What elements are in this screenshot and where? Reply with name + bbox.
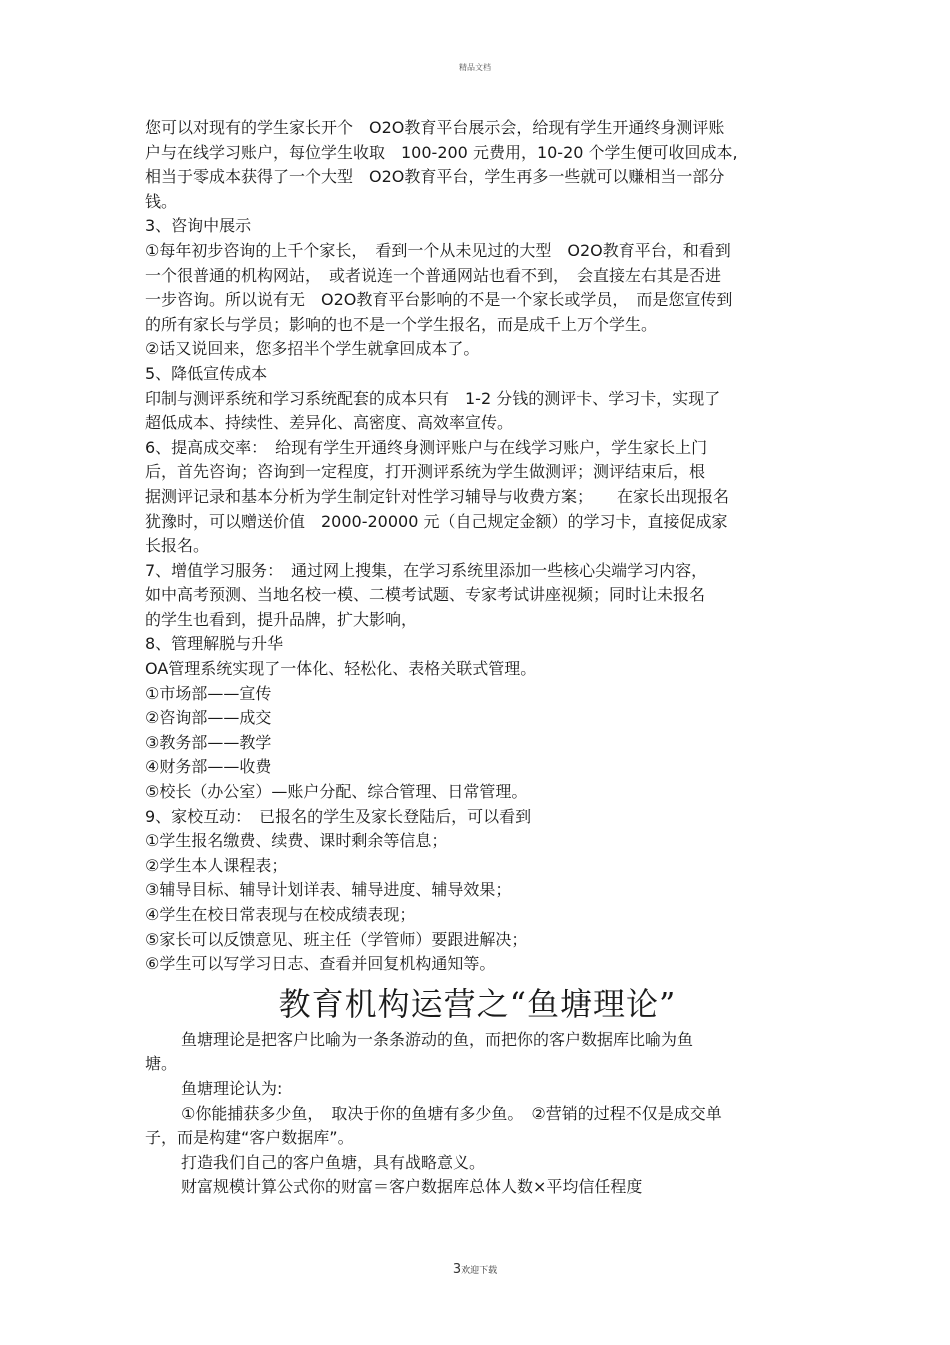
- text-line: 一步咨询。所以说有无 O2O教育平台影响的不是一个家长或学员， 而是您宣传到: [145, 290, 733, 310]
- text-line: 的学生也看到，提升品牌，扩大影响，: [145, 609, 418, 629]
- text-line: 钱。: [145, 191, 178, 211]
- list-item: ②学生本人课程表；: [145, 855, 288, 875]
- text-line: 犹豫时，可以赠送价值 2000-20000 元（自己规定金额）的学习卡，直接促成家: [145, 511, 728, 531]
- text-line: 后，首先咨询；咨询到一定程度，打开测评系统为学生做测评；测评结束后，根: [145, 462, 706, 482]
- body-text-top: [145, 116, 810, 977]
- text-line: 鱼塘理论是把客户比喻为一条条游动的鱼，而把你的客户数据库比喻为鱼: [181, 1029, 694, 1049]
- list-item: ⑥学生可以写学习日志、查看并回复机构通知等。: [145, 954, 496, 974]
- page-footer: [0, 1262, 950, 1277]
- text-line: 一个很普通的机构网站， 或者说连一个普通网站也看不到， 会直接左右其是否进: [145, 265, 722, 285]
- list-item: ④学生在校日常表现与在校成绩表现；: [145, 905, 416, 924]
- section-heading: 7、增值学习服务： 通过网上搜集，在学习系统里添加一些核心尖端学习内容，: [145, 560, 708, 580]
- text-line: 打造我们自己的客户鱼塘，具有战略意义。: [181, 1152, 486, 1172]
- section-title: 教育机构运营之“鱼塘理论”: [278, 984, 677, 1023]
- list-item: ③辅导目标、辅导计划详表、辅导进度、辅导效果；: [145, 880, 512, 900]
- text-line: ②话又说回来，您多招半个学生就拿回成本了。: [145, 339, 480, 359]
- text-line: 如中高考预测、当地名校一模、二模考试题、专家考试讲座视频；同时让未报名: [145, 585, 706, 605]
- text-line: 印制与测评系统和学习系统配套的成本只有 1-2 分钱的测评卡、学习卡，实现了: [145, 388, 721, 408]
- list-item: ⑤家长可以反馈意见、班主任（学管师）要跟进解决；: [145, 929, 528, 949]
- list-item: ④财务部——收费: [145, 757, 272, 777]
- text-line: ①你能捕获多少鱼， 取决于你的鱼塘有多少鱼。 ②营销的过程不仅是成交单: [181, 1103, 722, 1123]
- text-line: 鱼塘理论认为:: [181, 1078, 283, 1098]
- text-line: ①每年初步咨询的上千个家长， 看到一个从未见过的大型 O2O教育平台，和看到: [145, 240, 731, 260]
- text-line: 相当于零成本获得了一个大型 O2O教育平台，学生再多一些就可以赚相当一部分: [145, 167, 725, 187]
- page-header: 精品文档: [459, 63, 491, 72]
- list-item: ①市场部——宣传: [145, 683, 272, 703]
- body-text-bottom: [145, 1028, 810, 1200]
- text-line: 财富规模计算公式你的财富＝客户数据库总体人数×平均信任程度: [181, 1177, 643, 1197]
- section-heading: 6、提高成交率： 给现有学生开通终身测评账户与在线学习账户，学生家长上门: [145, 437, 708, 457]
- text-line: 的所有家长与学员；影响的也不是一个学生报名，而是成千上万个学生。: [145, 314, 658, 334]
- section-heading: 5、降低宣传成本: [145, 363, 268, 383]
- list-item: ②咨询部——成交: [145, 708, 272, 728]
- list-item: ⑤校长（办公室）—账户分配、综合管理、日常管理。: [145, 782, 528, 802]
- section-heading: 9、家校互动： 已报名的学生及家长登陆后，可以看到: [145, 806, 532, 826]
- text-line: OA管理系统实现了一体化、轻松化、表格关联式管理。: [145, 659, 537, 679]
- text-line: 超低成本、持续性、差异化、高密度、高效率宣传。: [145, 413, 514, 433]
- text-line: 长报名。: [145, 536, 210, 556]
- section-heading: 3、咨询中展示: [145, 216, 252, 236]
- section-heading: 8、管理解脱与升华: [145, 634, 284, 654]
- document-body: [145, 116, 810, 1200]
- text-line: 您可以对现有的学生家长开个 O2O教育平台展示会，给现有学生开通终身测评账: [145, 118, 725, 137]
- text-line: 塘。: [145, 1054, 178, 1074]
- page-number: 3: [452, 1262, 462, 1277]
- footer-text: 欢迎下载: [461, 1266, 498, 1276]
- text-line: 子，而是构建“客户数据库”。: [145, 1128, 354, 1148]
- list-item: ①学生报名缴费、续费、课时剩余等信息；: [145, 831, 448, 851]
- text-line: 户与在线学习账户，每位学生收取 100-200 元费用，10-20 个学生便可收回成本,: [145, 142, 738, 162]
- text-line: 据测评记录和基本分析为学生制定针对性学习辅导与收费方案； 在家长出现报名: [145, 486, 730, 506]
- list-item: ③教务部——教学: [145, 732, 272, 752]
